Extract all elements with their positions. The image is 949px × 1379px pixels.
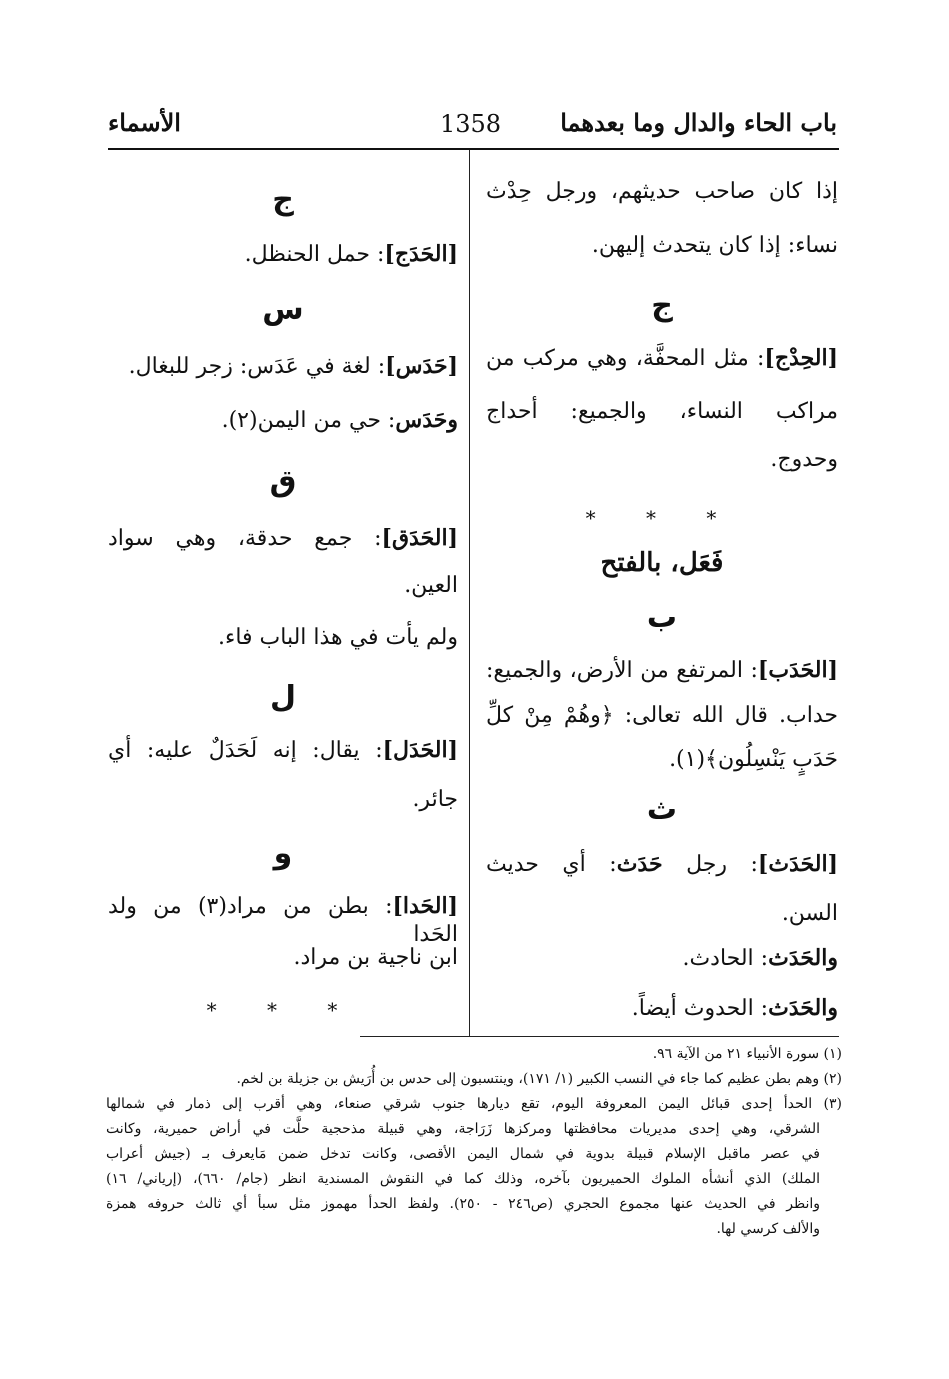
entry-line xyxy=(108,892,458,949)
letter-heading: ب xyxy=(646,600,678,635)
entry-text: : الحدوث أيضاً. xyxy=(631,996,769,1021)
entry-line xyxy=(486,344,838,373)
footnote-3-line: الملك) الذي أنشأه الملوك الحميريون بآخره، وذلك كما في النقوش المسندية انظر (جام/ ٦٦٠)، (إرياني/ ١٦) xyxy=(106,1171,820,1187)
entry-head: [الحِدْج] xyxy=(764,345,838,371)
entry-head: [حَدَس] xyxy=(385,353,458,379)
entry-line: جائر. xyxy=(412,787,458,812)
entry-text: : لغة في عَدَس: زجر للبغال. xyxy=(128,354,386,379)
entry-text: : حمل الحنظل. xyxy=(244,242,385,267)
entry-line: العين. xyxy=(404,573,458,598)
entry-line xyxy=(632,994,838,1023)
entry-line: ولم يأت في هذا الباب فاء. xyxy=(217,625,458,650)
entry-head: [الحَدَث] xyxy=(757,851,838,877)
footnote-2: (٢) وهم بطن عظيم كما جاء في النسب الكبير (١/ ١٧١)، وينتسبون إلى حدس بن أُرَيش بن جزيلة بن لخم. xyxy=(236,1071,842,1087)
footnote-rule xyxy=(360,1036,839,1037)
entry-head: [الحَدَل] xyxy=(382,737,458,763)
separator-stars: * * * xyxy=(585,506,739,530)
entry-line xyxy=(108,524,458,553)
footnotes xyxy=(106,1042,842,1242)
entry-text: : الحادث. xyxy=(682,946,769,971)
chapter-title: باب الحاء والدال وما بعدهما xyxy=(560,108,837,137)
entry-line: السن. xyxy=(781,901,838,926)
page-number: 1358 xyxy=(440,110,502,138)
entry-line xyxy=(129,352,458,381)
footnote-1: (١) سورة الأنبياء ٢١ من الآية ٩٦. xyxy=(652,1046,842,1062)
entry-head: حَدَث xyxy=(616,851,663,877)
entry-text: : رجل xyxy=(662,852,758,877)
entry-line xyxy=(486,850,838,879)
entry-line xyxy=(682,944,838,973)
letter-heading: ج xyxy=(272,182,294,217)
entry-line xyxy=(222,406,458,435)
footnote-3-line: وانظر في الحديث عنها مجموع الحجري (ص٢٤٦ - ٢٥٠). ولفظ الحدأ مهموز مثل سبأ أي ثالث حروفه همزة xyxy=(106,1196,820,1212)
footnote-3-line: الشرقي، وهي إحدى مديريات محافظتها ومركزها زَرَاجة، وهي قبيلة مذحجية حلَّت في أراض حميرية، وكانت xyxy=(106,1121,820,1137)
entry-head: [الحَدَج] xyxy=(384,241,458,267)
header-rule xyxy=(108,148,839,150)
text-line: نساء: إذا كان يتحدث إليهن. xyxy=(591,233,838,258)
footnote-3-line: والألف كرسي لها. xyxy=(716,1221,820,1237)
entry-head: [الحَدَق] xyxy=(381,525,458,551)
entry-text: : حي من اليمن(٢). xyxy=(221,408,396,433)
entry-head: [الحَدَب] xyxy=(757,657,838,683)
letter-heading: ق xyxy=(269,464,297,499)
section-heading: فَعَل، بالفتح xyxy=(600,548,724,578)
entry-text: : بطن من مراد(٣) من ولد الحَدا xyxy=(108,894,458,947)
letter-heading: س xyxy=(262,292,304,327)
footnote-3-line: (٣) الحدأ إحدى قبائل اليمن المعروفة اليوم، تقع ديارها جنوب شرقي صنعاء، وهي أقرب إلى ذمار في شمالها xyxy=(106,1096,842,1112)
entry-text: : أي حديث xyxy=(486,852,617,877)
entry-line xyxy=(245,240,458,269)
entry-text: : جمع حدقة، وهي سواد xyxy=(108,526,382,551)
entry-head: والحَدَث xyxy=(768,945,838,971)
entry-line: حَدَبٍ يَنْسِلُون﴾(١). xyxy=(669,747,838,772)
entry-text: : المرتفع من الأرض، والجميع: xyxy=(486,658,758,683)
column-divider xyxy=(469,150,470,1037)
letter-heading: ج xyxy=(651,288,673,323)
entry-head: وحَدَس xyxy=(395,407,458,433)
entry-head: والحَدَث xyxy=(768,995,838,1021)
entry-line xyxy=(486,656,838,685)
entry-line xyxy=(108,736,458,765)
letter-heading: و xyxy=(273,836,293,871)
letter-heading: ث xyxy=(646,792,678,827)
text-line: إذا كان صاحب حديثهم، ورجل حِدْث xyxy=(486,179,838,204)
entry-head: [الحَدا] xyxy=(392,893,458,919)
entry-line: وحدوج. xyxy=(770,447,838,472)
section-title: الأسماء xyxy=(108,108,181,137)
entry-line: مراكب النساء، والجميع: أحداج xyxy=(486,399,838,424)
entry-line: ابن ناجية بن مراد. xyxy=(293,945,458,970)
letter-heading: ل xyxy=(269,680,297,715)
entry-text: : يقال: إنه لَحَدَلٌ عليه: أي xyxy=(108,738,383,763)
entry-text: : مثل المحفَّة، وهي مركب من xyxy=(486,346,765,371)
footnote-3-line: في عصر ماقبل الإسلام قبيلة بدوية في شمال اليمن الأقصى، وكانت تدخل ضمن مَايعرف بـ (جيش أعراب xyxy=(106,1146,820,1162)
entry-line: حداب. قال الله تعالى: ﴿وهُمْ مِنْ كلِّ xyxy=(486,703,838,728)
separator-stars: * * * xyxy=(206,998,360,1022)
